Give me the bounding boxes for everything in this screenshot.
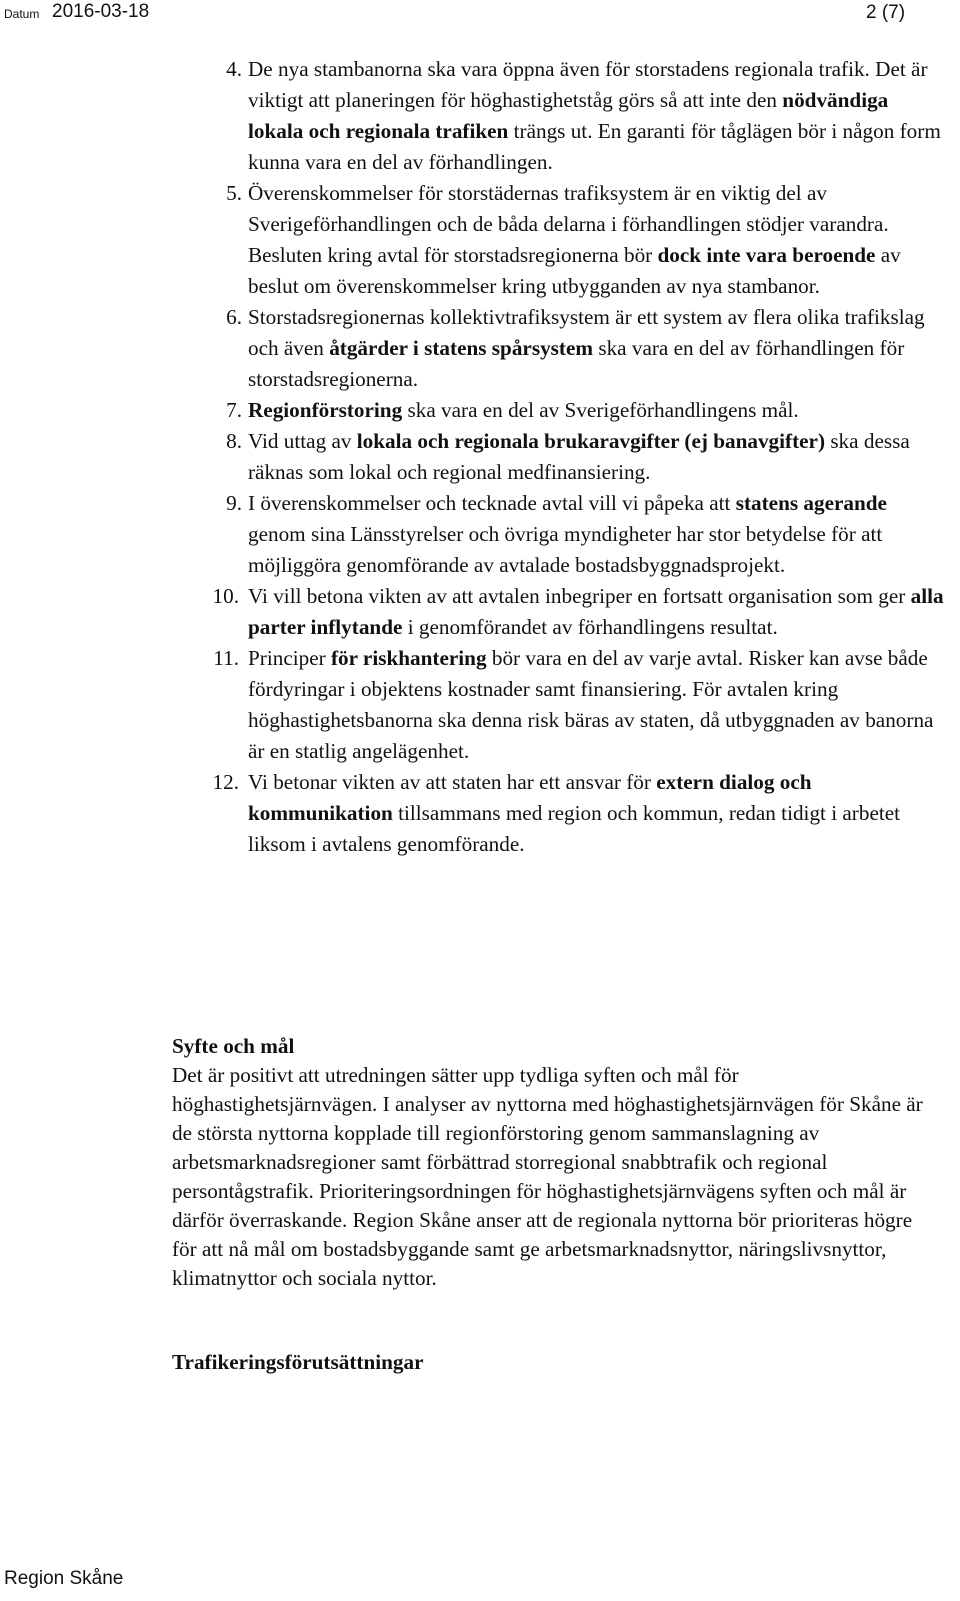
section-heading: Trafikeringsförutsättningar [172,1350,424,1374]
list-item [206,643,946,767]
list-item-number: 12. [212,770,239,794]
list-item-number: 9. [226,491,242,515]
emphasized-text: för riskhantering [330,646,487,670]
emphasized-text: alla parter inflytande [248,584,944,639]
list-item-number: 4. [226,57,242,81]
date-value: 2016-03-18 [52,1,150,22]
emphasized-text: statens agerande [735,491,887,515]
emphasized-text: Regionförstoring [248,398,403,422]
list-item-number: 7. [226,398,242,422]
list-item-text: ska vara en del av Sverigeförhandlingens mål. [402,398,799,422]
list-item-number: 5. [226,181,242,205]
list-item-number: 10. [212,584,239,608]
emphasized-text: åtgärder i statens spårsystem [329,336,594,360]
list-item [206,767,946,860]
emphasized-text: dock inte vara beroende [657,243,876,267]
list-item-number: 6. [226,305,242,329]
date-label: Datum [4,7,40,21]
list-item-number: 8. [226,429,242,453]
page-footer: Region Skåne [4,1568,124,1589]
emphasized-text: extern dialog och kommunikation [248,770,812,825]
section-syfte-och-mal [172,1032,942,1293]
section-heading: Syfte och mål [172,1034,295,1058]
list-item-number: 11. [213,646,239,670]
list-item [206,581,946,643]
list-item-text: genom sina Länsstyrelser och övriga myndigheter har stor betydelse för att möjliggöra genomförande av avtalade bostadsbyggnadsprojekt. [248,522,883,577]
list-item-text: Vi vill betona vikten av att avtalen inbegriper en fortsatt organisation som ger [248,584,911,608]
list-item [206,178,946,302]
list-item-text: De nya stambanorna ska vara öppna även för storstadens regionala trafik. Det är viktigt att planeringen för höghastighetståg görs så att inte den [248,57,928,112]
list-item [206,395,946,426]
list-item [206,54,946,178]
list-item-text: ska vara en del av förhandlingen för storstadsregionerna. [248,336,905,391]
list-item-text: i genomförandet av förhandlingens resultat. [402,615,778,639]
list-item-text: Storstadsregionernas kollektivtrafiksystem är ett system av flera olika trafikslag och även [248,305,925,360]
list-item-text: tillsammans med region och kommun, redan tidigt i arbetet liksom i avtalens genomförande. [248,801,901,856]
numbered-list [206,54,946,860]
list-item-text: av beslut om överenskommelser kring utbygganden av nya stambanor. [248,243,901,298]
list-item [206,302,946,395]
list-item-text: bör vara en del av varje avtal. Risker kan avse både fördyringar i objektens kostnader samt finansiering. För avtalen kring höghastighetsbanorna ska denna risk bäras av staten, då utbyggnaden av banorna är en statlig angelägenhet. [248,646,934,763]
list-item [206,426,946,488]
section-body: Det är positivt att utredningen sätter upp tydliga syften och mål för höghastighetsjärnvägen. I analyser av nyttorna med höghastighetsjärnvägen för Skåne är de största nyttorna kopplade till regionförstoring genom sammanslagning av arbetsmarknadsregioner samt förbättrad storregional snabbtrafik och regional persontågstrafik. Prioriteringsordningen för höghastighetsjärnvägens syften och mål är därför överraskande. Region Skåne anser att de regionala nyttorna bör prioriteras högre för att nå mål om bostadsbyggande samt ge arbetsmarknadsnyttor, näringslivsnyttor, klimatnyttor och sociala nyttor. [172,1063,923,1290]
list-item-text: Vi betonar vikten av att staten har ett ansvar för [248,770,657,794]
list-item [206,488,946,581]
list-item-text: trängs ut. En garanti för tåglägen bör i någon form kunna vara en del av förhandlingen. [248,119,941,174]
emphasized-text: nödvändiga lokala och regionala trafiken [248,88,889,143]
page-header [0,0,960,30]
list-item-text: Överenskommelser för storstädernas trafiksystem är en viktig del av Sverigeförhandlingen och de båda delarna i förhandlingen stödjer varandra. Besluten kring avtal för storstadsregionerna bör [248,181,889,267]
emphasized-text: lokala och regionala brukaravgifter (ej banavgifter) [356,429,826,453]
list-item-text: ska dessa räknas som lokal och regional medfinansiering. [248,429,910,484]
list-item-text: Vid uttag av [248,429,357,453]
section-trafikeringsforutsattningar [172,1348,942,1377]
list-item-text: I överenskommelser och tecknade avtal vill vi påpeka att [248,491,736,515]
page-number: 2 (7) [866,2,906,23]
list-item-text: Principer [248,646,331,670]
